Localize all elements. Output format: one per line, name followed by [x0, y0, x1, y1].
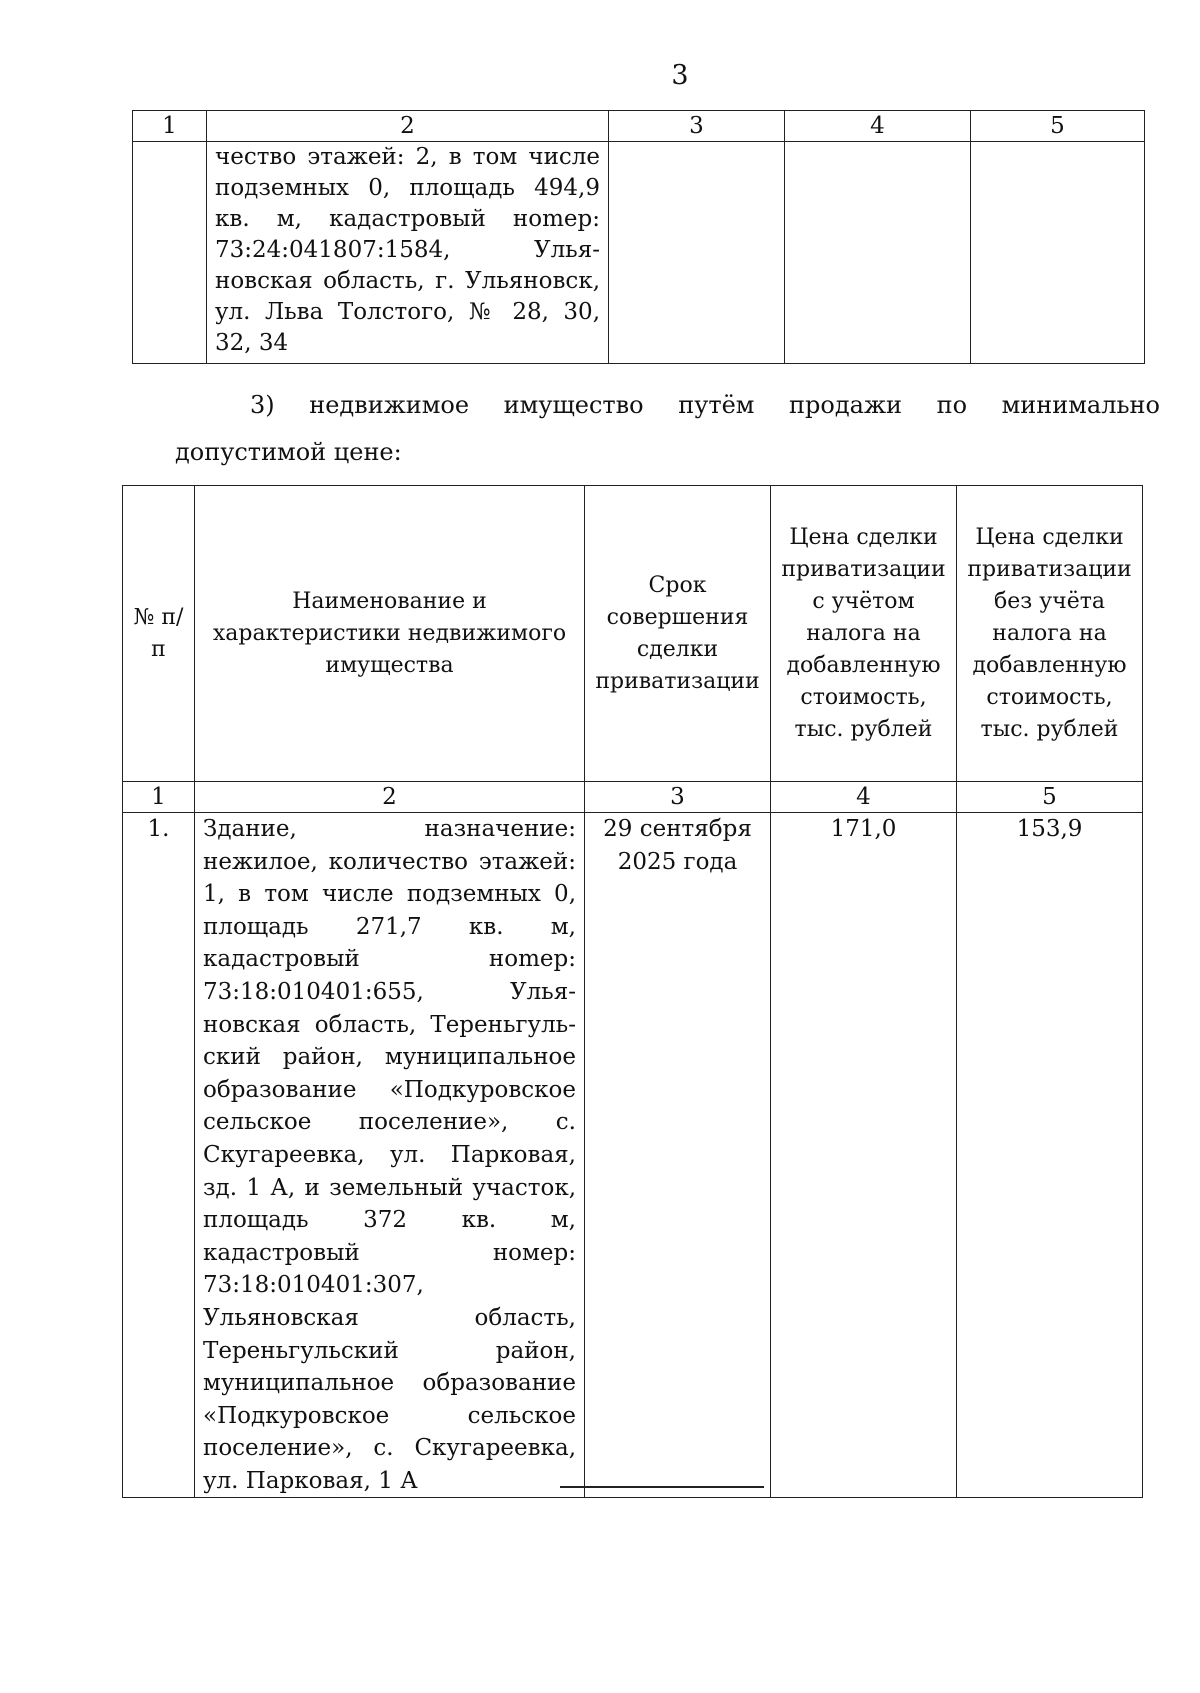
price-with-vat-cell: 171,0 — [771, 813, 957, 1498]
row-number-cell — [133, 142, 207, 364]
column-number: 1 — [133, 111, 207, 142]
price-without-vat-cell: 153,9 — [957, 813, 1143, 1498]
header-name: Наименование и характеристики недвижимого имущества — [195, 486, 585, 782]
column-number: 3 — [585, 782, 771, 813]
column-number: 2 — [195, 782, 585, 813]
row-number-cell: 1. — [123, 813, 195, 1498]
column-number: 3 — [609, 111, 785, 142]
property-description-cell: чество этажей: 2, в том числе подземных 0, площадь 494,9 кв. м, кадастровый ноmер: 73:24:041807:1584, Ульяновская область, г. Ульяновск, ул. Льва Толстого, № 28, 30, 32, 34 — [207, 142, 609, 364]
section-paragraph-line: 3) недвижимое имущество путём продажи по минимально — [250, 391, 1160, 419]
header-price-with-vat: Цена сделки приватизации с учётом налога на добавленную стоимость, тыс. рублей — [771, 486, 957, 782]
column-number-row — [133, 111, 1145, 142]
end-of-document-rule — [560, 1486, 764, 1488]
header-number: № п/п — [123, 486, 195, 782]
property-description-cell: Здание, назначение: нежилое, количество этажей: 1, в том числе подземных 0, площадь 271,7 кв. м, кадастровый ноmер: 73:18:010401:655, Ульяновская область, Тереньгульский район, муниципальное образование «Подкуровское сельское поселение», с. Скугареевка, ул. Парковая, зд. 1 А, и земельный участок, площадь 372 кв. м, кадастровый номер: 73:18:010401:307, Ульяновская область, Тереньгульский район, муниципальное образование «Подкуровское сельское поселение», с. Скугареевка, ул. Парковая, 1 А — [195, 813, 585, 1498]
column-number: 5 — [971, 111, 1145, 142]
column-number: 4 — [771, 782, 957, 813]
column-number: 1 — [123, 782, 195, 813]
table-row — [133, 142, 1145, 364]
column-number: 5 — [957, 782, 1143, 813]
column-number: 2 — [207, 111, 609, 142]
deadline-cell: 29 сентября 2025 года — [585, 813, 771, 1498]
header-deadline: Срок совершения сделки приватизации — [585, 486, 771, 782]
page-number: 3 — [671, 60, 689, 91]
column-number-row — [123, 782, 1143, 813]
property-sale-table — [122, 485, 1143, 1498]
price-without-vat-cell — [971, 142, 1145, 364]
table-row — [123, 813, 1143, 1498]
continued-property-table — [132, 110, 1145, 364]
price-with-vat-cell — [785, 142, 971, 364]
deadline-cell — [609, 142, 785, 364]
header-price-without-vat: Цена сделки приватизации без учёта налога на добавленную стоимость, тыс. рублей — [957, 486, 1143, 782]
column-number: 4 — [785, 111, 971, 142]
section-paragraph-continuation: допустимой цене: — [175, 438, 402, 466]
table-header-row — [123, 486, 1143, 782]
